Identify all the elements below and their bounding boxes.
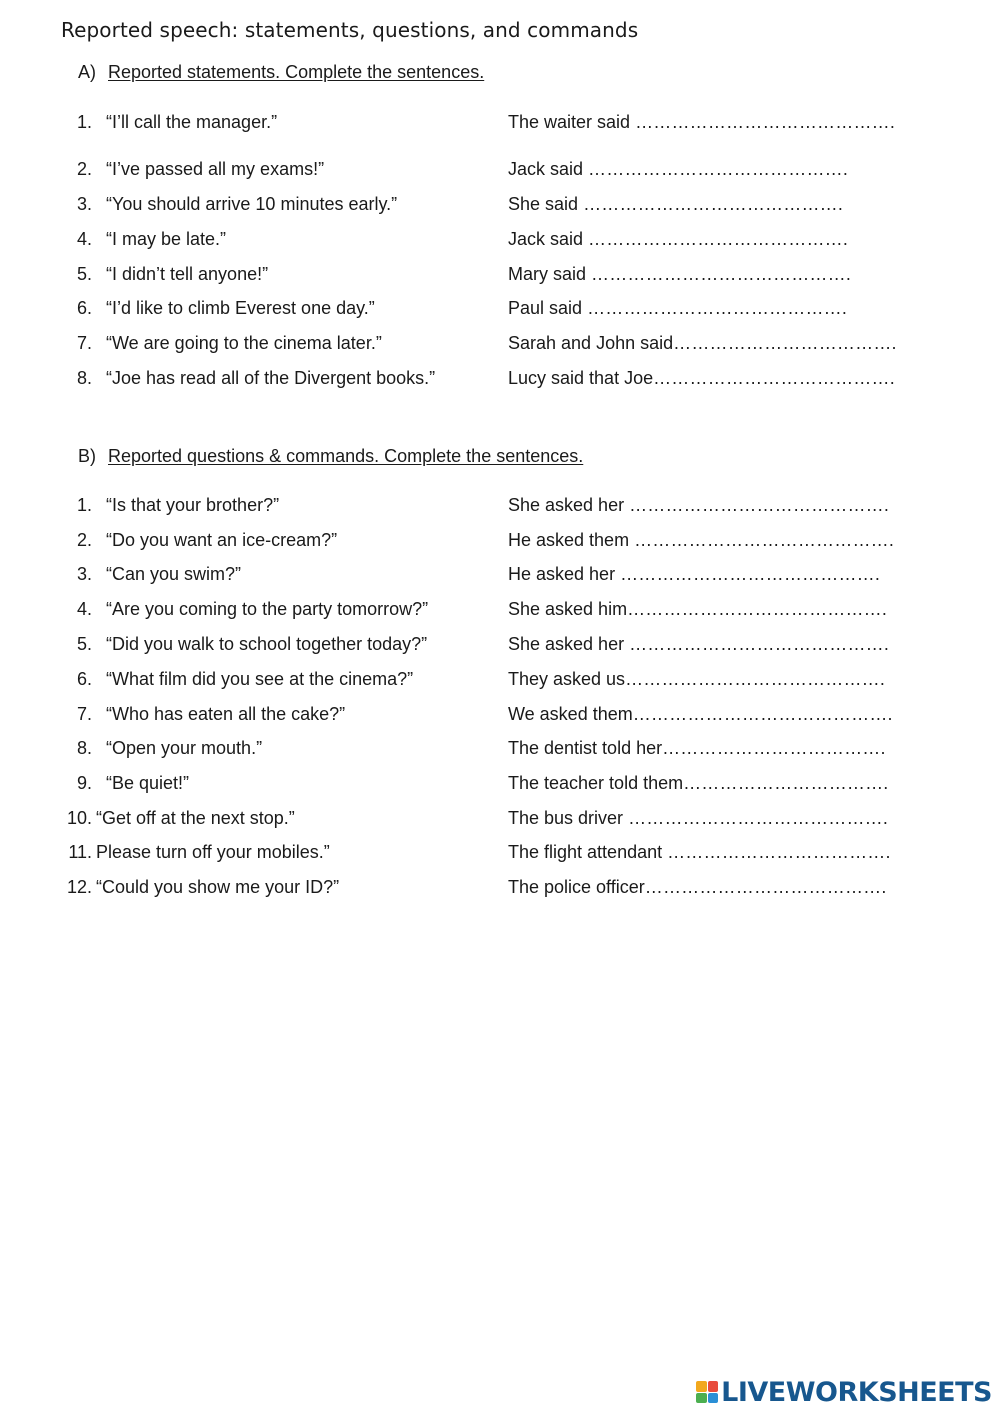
direct-speech-quote: “I’ve passed all my exams!” <box>106 159 325 179</box>
item-number: 2. <box>76 530 92 550</box>
answer-blank-dots[interactable]: ……………………………………. <box>625 669 886 689</box>
answer-blank-dots[interactable]: ……………………………………. <box>635 112 896 132</box>
answer-blank-dots[interactable]: ……………………………………. <box>632 704 893 724</box>
section-a-item-2 <box>0 159 1000 187</box>
answer-prompt: He asked them <box>508 530 635 550</box>
answer-blank-dots[interactable]: ……………………………………. <box>583 194 844 214</box>
answer-blank-dots[interactable]: ……………………………………. <box>628 808 889 828</box>
answer-blank-dots[interactable]: ………………………………. <box>673 333 897 353</box>
direct-speech-quote: “Could you show me your ID?” <box>96 877 340 897</box>
brand-square-1 <box>696 1381 707 1392</box>
direct-speech-quote: Please turn off your mobiles.” <box>96 842 330 862</box>
answer-line[interactable] <box>508 738 886 759</box>
section-a-item-3 <box>0 194 1000 222</box>
answer-blank-dots[interactable]: ……………………………………. <box>588 229 849 249</box>
answer-line[interactable] <box>508 264 851 285</box>
item-number: 3. <box>76 194 92 214</box>
answer-prompt: They asked us <box>508 669 626 689</box>
section-b-item-10 <box>0 808 1000 836</box>
answer-line[interactable] <box>508 669 885 690</box>
direct-speech-quote: “I’ll call the manager.” <box>106 112 278 132</box>
item-number: 5. <box>76 264 92 284</box>
item-number: 7. <box>76 333 92 353</box>
section-a-item-8 <box>0 368 1000 396</box>
direct-speech-quote: “What film did you see at the cinema?” <box>106 669 414 689</box>
answer-prompt: She asked her <box>508 495 630 515</box>
answer-prompt: The police officer <box>508 877 645 897</box>
section-a-item-6 <box>0 298 1000 326</box>
answer-prompt: Lucy said that Joe <box>508 368 654 388</box>
direct-speech-quote: “Are you coming to the party tomorrow?” <box>106 599 429 619</box>
section-b-item-5 <box>0 634 1000 662</box>
direct-speech-quote: “Open your mouth.” <box>106 738 263 758</box>
answer-prompt: He asked her <box>508 564 621 584</box>
answer-line[interactable] <box>508 599 887 620</box>
answer-line[interactable] <box>508 495 889 516</box>
section-a-item-7 <box>0 333 1000 361</box>
direct-speech-quote: “I’d like to climb Everest one day.” <box>106 298 375 318</box>
section-b-item-7 <box>0 704 1000 732</box>
item-number: 8. <box>76 368 92 388</box>
answer-blank-dots[interactable]: ……………………………………. <box>588 159 849 179</box>
answer-line[interactable] <box>508 704 893 725</box>
answer-blank-dots[interactable]: ……………………………………. <box>629 495 890 515</box>
answer-prompt: She asked her <box>508 634 630 654</box>
answer-prompt: We asked them <box>508 704 633 724</box>
page-title: Reported speech: statements, questions, and commands <box>61 18 639 42</box>
answer-line[interactable] <box>508 194 843 215</box>
section-a-item-1 <box>0 112 1000 140</box>
answer-blank-dots[interactable]: ………………………………. <box>667 842 891 862</box>
section-b-item-1 <box>0 495 1000 523</box>
item-number: 4. <box>76 229 92 249</box>
item-number: 7. <box>76 704 92 724</box>
answer-prompt: Mary said <box>508 264 592 284</box>
item-number: 11. <box>68 842 92 862</box>
answer-blank-dots[interactable]: ……………………………………. <box>620 564 881 584</box>
section-b-title: Reported questions & commands. Complete the sentences. <box>108 446 584 466</box>
answer-line[interactable] <box>508 530 894 551</box>
item-number: 3. <box>76 564 92 584</box>
direct-speech-quote: “I may be late.” <box>106 229 227 249</box>
answer-line[interactable] <box>508 298 847 319</box>
item-number: 10. <box>66 808 92 828</box>
section-b-item-4 <box>0 599 1000 627</box>
brand-text: LIVEWORKSHEETS <box>721 1376 992 1408</box>
item-number: 8. <box>76 738 92 758</box>
answer-blank-dots[interactable]: ……………………………. <box>683 773 889 793</box>
answer-line[interactable] <box>508 333 897 354</box>
item-number: 5. <box>76 634 92 654</box>
item-number: 12. <box>66 877 92 897</box>
answer-blank-dots[interactable]: ……………………………………. <box>627 599 888 619</box>
section-b-item-8 <box>0 738 1000 766</box>
item-number: 1. <box>76 112 92 132</box>
item-number: 6. <box>76 669 92 689</box>
answer-prompt: The bus driver <box>508 808 629 828</box>
direct-speech-quote: “Get off at the next stop.” <box>96 808 295 828</box>
answer-line[interactable] <box>508 842 891 863</box>
brand-square-3 <box>696 1393 707 1404</box>
answer-blank-dots[interactable]: ……………………………………. <box>587 298 848 318</box>
direct-speech-quote: “You should arrive 10 minutes early.” <box>106 194 398 214</box>
answer-blank-dots[interactable]: ……………………………………. <box>591 264 852 284</box>
answer-line[interactable] <box>508 877 887 898</box>
section-b-item-3 <box>0 564 1000 592</box>
section-a-title: Reported statements. Complete the sentences. <box>108 62 485 82</box>
brand-square-4 <box>708 1393 719 1404</box>
answer-blank-dots[interactable]: ……………………………………. <box>629 634 890 654</box>
answer-prompt: She asked him <box>508 599 628 619</box>
section-a-heading <box>78 62 484 83</box>
direct-speech-quote: “Do you want an ice-cream?” <box>106 530 338 550</box>
answer-line[interactable] <box>508 368 895 389</box>
item-number: 6. <box>76 298 92 318</box>
answer-prompt: The teacher told them <box>508 773 684 793</box>
direct-speech-quote: “Be quiet!” <box>106 773 190 793</box>
direct-speech-quote: “We are going to the cinema later.” <box>106 333 382 353</box>
answer-line[interactable] <box>508 564 880 585</box>
answer-line[interactable] <box>508 229 848 250</box>
answer-prompt: Paul said <box>508 298 588 318</box>
answer-prompt: Jack said <box>508 159 589 179</box>
answer-blank-dots[interactable]: ……………………………………. <box>634 530 895 550</box>
section-b-item-2 <box>0 530 1000 558</box>
answer-line[interactable] <box>508 634 889 655</box>
answer-line[interactable] <box>508 808 888 829</box>
answer-prompt: She said <box>508 194 584 214</box>
answer-prompt: Jack said <box>508 229 589 249</box>
answer-prompt: Sarah and John said <box>508 333 674 353</box>
direct-speech-quote: “Did you walk to school together today?” <box>106 634 428 654</box>
item-number: 2. <box>76 159 92 179</box>
direct-speech-quote: “Joe has read all of the Divergent books.” <box>106 368 436 388</box>
item-number: 1. <box>76 495 92 515</box>
section-b-letter: B) <box>78 446 96 466</box>
answer-prompt: The flight attendant <box>508 842 668 862</box>
answer-blank-dots[interactable]: …………………………………. <box>653 368 895 388</box>
section-b-item-9 <box>0 773 1000 801</box>
answer-blank-dots[interactable]: …………………………………. <box>644 877 887 897</box>
liveworksheets-logo[interactable] <box>696 1376 992 1408</box>
direct-speech-quote: “Who has eaten all the cake?” <box>106 704 346 724</box>
section-b-item-12 <box>0 877 1000 905</box>
direct-speech-quote: “Is that your brother?” <box>106 495 280 515</box>
answer-prompt: The waiter said <box>508 112 636 132</box>
section-b-heading <box>78 446 583 467</box>
section-a-item-5 <box>0 264 1000 292</box>
section-a-letter: A) <box>78 62 96 82</box>
answer-blank-dots[interactable]: ………………………………. <box>662 738 886 758</box>
answer-line[interactable] <box>508 773 889 794</box>
answer-line[interactable] <box>508 112 895 133</box>
section-a-item-4 <box>0 229 1000 257</box>
section-b-item-11 <box>0 842 1000 870</box>
item-number: 4. <box>76 599 92 619</box>
direct-speech-quote: “Can you swim?” <box>106 564 242 584</box>
answer-line[interactable] <box>508 159 848 180</box>
section-b-item-6 <box>0 669 1000 697</box>
item-number: 9. <box>76 773 92 793</box>
brand-square-2 <box>708 1381 719 1392</box>
answer-prompt: The dentist told her <box>508 738 663 758</box>
brand-mark-icon <box>696 1381 718 1403</box>
direct-speech-quote: “I didn’t tell anyone!” <box>106 264 269 284</box>
